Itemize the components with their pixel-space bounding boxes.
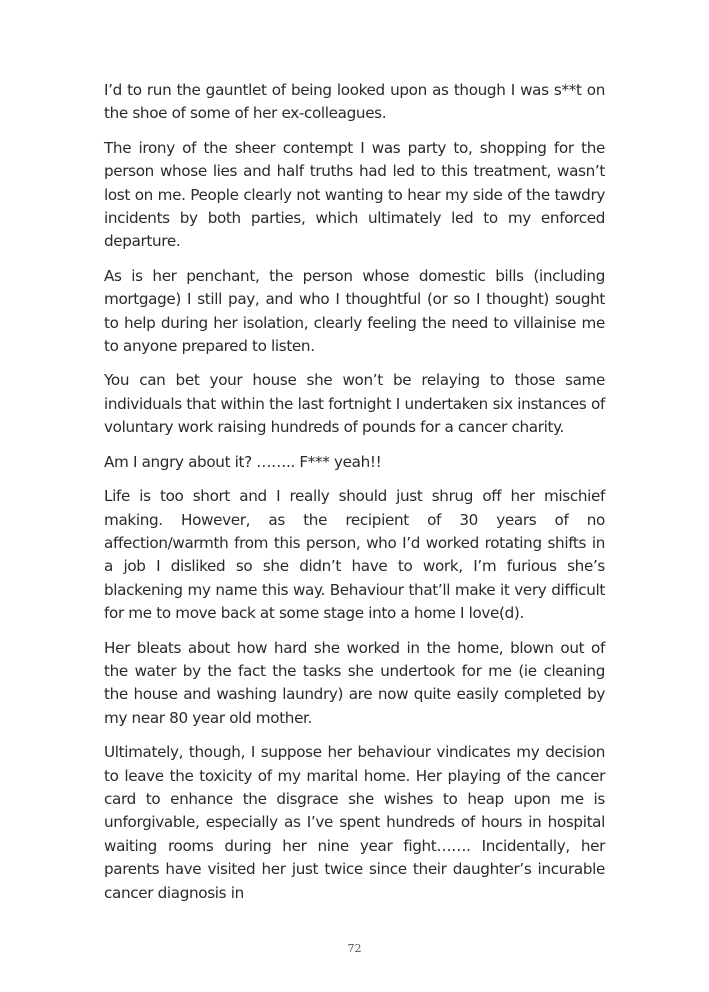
paragraph-3: As is her penchant, the person whose domestic bills (including mortgage) I still pay, and who I thoughtful (or so I thought) sought to help during her isolation, clearly feeling the need to villainise me to anyone prepared to listen. xyxy=(104,266,605,356)
body-text xyxy=(104,79,605,916)
paragraph-6: Life is too short and I really should just shrug off her mischief making. However, as the recipient of 30 years of no affection/warmth from this person, who I’d worked rotating shifts in a job I disliked so she didn’t have to work, I’m furious she’s blackening my name this way. Behaviour that’ll make it very difficult for me to move back at some stage into a home I love(d). xyxy=(104,487,605,623)
paragraph-7: Her bleats about how hard she worked in the home, blown out of the water by the fact the tasks she undertook for me (ie cleaning the house and washing laundry) are now quite easily completed by my near 80 year old mother. xyxy=(104,638,605,727)
paragraph-2: The irony of the sheer contempt I was party to, shopping for the person whose lies and half truths had led to this treatment, wasn’t lost on me. People clearly not wanting to hear my side of the tawdry incidents by both parties, which ultimately led to my enforced departure. xyxy=(104,138,605,251)
page-number: 72 xyxy=(347,942,362,955)
paragraph-1: I’d to run the gauntlet of being looked upon as though I was s**t on the shoe of some of her ex-colleagues. xyxy=(104,81,605,123)
paragraph-4: You can bet your house she won’t be relaying to those same individuals that within the last fortnight I undertaken six instances of voluntary work raising hundreds of pounds for a cancer charity. xyxy=(104,371,605,437)
paragraph-5: Am I angry about it? …….. F*** yeah!! xyxy=(104,452,382,471)
paragraph-8: Ultimately, though, I suppose her behaviour vindicates my decision to leave the toxicity of my marital home. Her playing of the cancer card to enhance the disgrace she wishes to heap upon me is unforgivable, especially as I’ve spent hundreds of hours in hospital waiting rooms during her nine year fight……. Incidentally, her parents have visited her just twice since their daughter’s incurable cancer diagnosis in xyxy=(104,743,605,902)
